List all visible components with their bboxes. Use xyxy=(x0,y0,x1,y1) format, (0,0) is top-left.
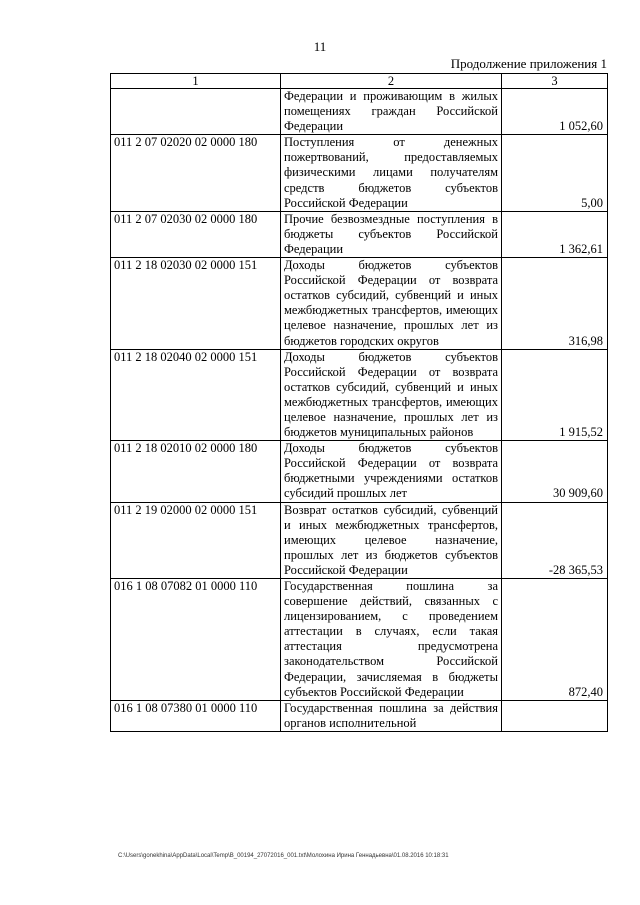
table-row xyxy=(111,502,608,578)
table-row xyxy=(111,441,608,502)
table-row xyxy=(111,349,608,441)
row-name: Возврат остатков субсидий, субвенций и иных межбюджетных трансфертов, имеющих целевое назначение, прошлых лет из бюджетов субъектов Российской Федерации xyxy=(281,502,502,578)
row-name: Государственная пошлина за действия органов исполнительной xyxy=(281,700,502,731)
table-row xyxy=(111,579,608,701)
row-name: Государственная пошлина за совершение действий, связанных с лицензированием, с проведением аттестации в случаях, если такая аттестация предусмотрена законодательством Российской Федерации, зачисляемая в бюджеты субъектов Российской Федерации xyxy=(281,579,502,701)
row-amount: 30 909,60 xyxy=(502,441,608,502)
row-amount: 1 362,61 xyxy=(502,211,608,257)
column-header-3: 3 xyxy=(502,74,608,89)
row-code: 016 1 08 07380 01 0000 110 xyxy=(111,700,281,731)
row-name: Федерации и проживающим в жилых помещениях граждан Российской Федерации xyxy=(281,89,502,135)
row-code: 011 2 07 02030 02 0000 180 xyxy=(111,211,281,257)
column-header-2: 2 xyxy=(281,74,502,89)
row-amount: 1 915,52 xyxy=(502,349,608,441)
table-row xyxy=(111,89,608,135)
row-name: Доходы бюджетов субъектов Российской Федерации от возврата остатков субсидий, субвенций и иных межбюджетных трансфертов, имеющих целевое назначение, прошлых лет из бюджетов городских округов xyxy=(281,258,502,350)
budget-table xyxy=(110,73,608,732)
row-amount: 316,98 xyxy=(502,258,608,350)
row-code xyxy=(111,89,281,135)
table-row xyxy=(111,258,608,350)
row-code: 011 2 19 02000 02 0000 151 xyxy=(111,502,281,578)
row-code: 011 2 18 02030 02 0000 151 xyxy=(111,258,281,350)
row-name: Доходы бюджетов субъектов Российской Федерации от возврата бюджетными учреждениями остатков субсидий прошлых лет xyxy=(281,441,502,502)
table-row xyxy=(111,135,608,211)
row-code: 016 1 08 07082 01 0000 110 xyxy=(111,579,281,701)
row-name: Доходы бюджетов субъектов Российской Федерации от возврата остатков субсидий, субвенций и иных межбюджетных трансфертов, имеющих целевое назначение, прошлых лет из бюджетов муниципальных районов xyxy=(281,349,502,441)
page-number: 11 xyxy=(313,39,327,54)
row-name: Поступления от денежных пожертвований, предоставляемых физическими лицами получателям средств бюджетов субъектов Российской Федерации xyxy=(281,135,502,211)
file-path-footer: C:\Users\gonekhina\AppData\Local\Temp\B_00194_27072016_001.txt\Молохина Ирина Геннадьевна\01.08.2016 10:18:31 xyxy=(118,853,449,859)
row-code: 011 2 18 02010 02 0000 180 xyxy=(111,441,281,502)
row-amount xyxy=(502,700,608,731)
row-code: 011 2 18 02040 02 0000 151 xyxy=(111,349,281,441)
row-name: Прочие безвозмездные поступления в бюджеты субъектов Российской Федерации xyxy=(281,211,502,257)
column-header-1: 1 xyxy=(111,74,281,89)
row-amount: 872,40 xyxy=(502,579,608,701)
table-header-row xyxy=(111,74,608,89)
row-code: 011 2 07 02020 02 0000 180 xyxy=(111,135,281,211)
row-amount: 5,00 xyxy=(502,135,608,211)
continuation-label: Продолжение приложения 1 xyxy=(450,56,607,71)
row-amount: -28 365,53 xyxy=(502,502,608,578)
table-row xyxy=(111,211,608,257)
table-row xyxy=(111,700,608,731)
row-amount: 1 052,60 xyxy=(502,89,608,135)
